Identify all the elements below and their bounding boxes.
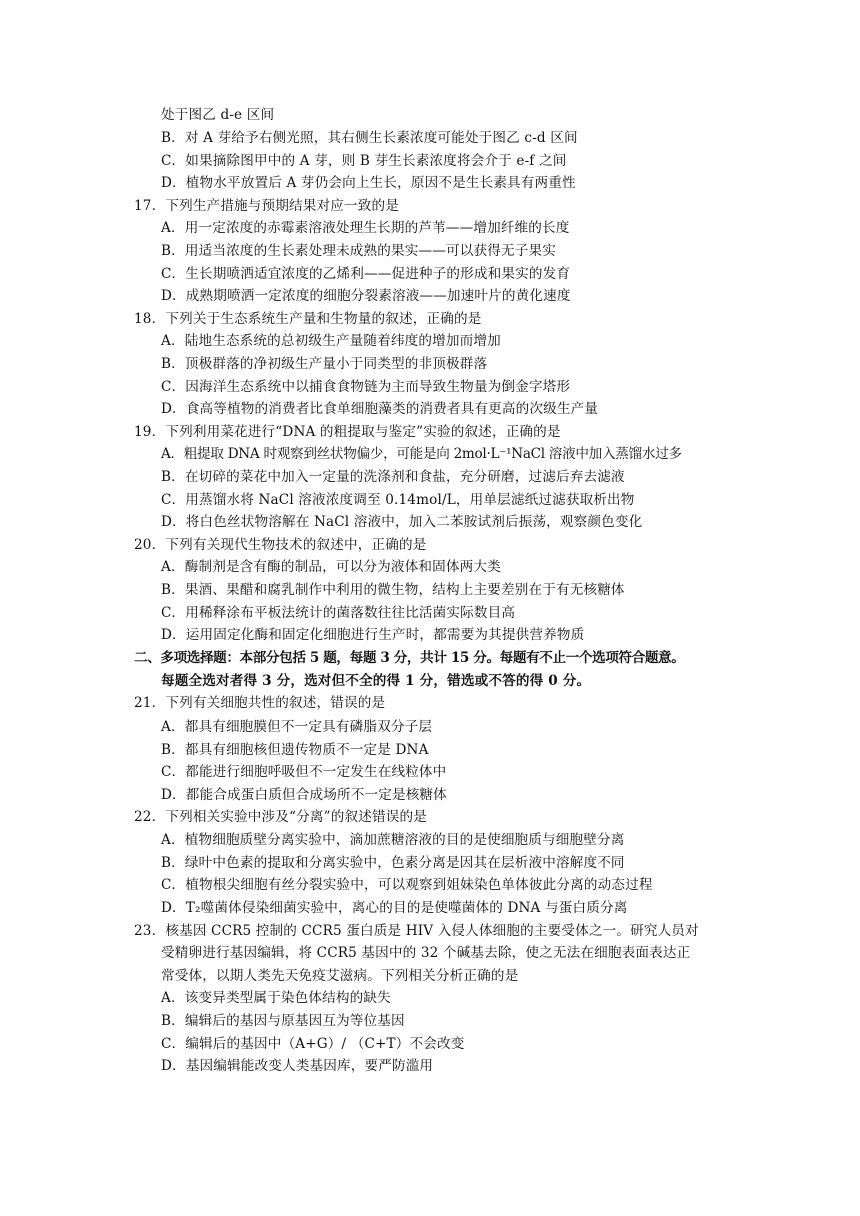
question-17: 17．下列生产措施与预期结果对应一致的是 [134,198,399,214]
q16-option-d: D．植物水平放置后 A 芽仍会向上生长，原因不是生长素具有两重性 [161,175,576,191]
q21-option-d: D．都能合成蛋白质但合成场所不一定是核糖体 [161,787,447,803]
q18-option-a: A．陆地生态系统的总初级生产量随着纬度的增加而增加 [161,333,501,349]
q22-option-c: C．植物根尖细胞有丝分裂实验中，可以观察到姐妹染色单体彼此分离的动态过程 [161,877,653,893]
q20-option-b: B．果酒、果醋和腐乳制作中利用的微生物，结构上主要差别在于有无核糖体 [161,582,625,598]
q19-option-a: A．粗提取 DNA 时观察到丝状物偏少，可能是向 2mol·L⁻¹NaCl 溶液中加入蒸馏水过多 [161,446,682,462]
q17-option-b: B．用适当浓度的生长素处理未成熟的果实——可以获得无子果实 [161,243,556,259]
q23-stem-line-3: 常受体，以期人类先天免疫艾滋病。下列相关分析正确的是 [161,968,519,984]
question-18: 18．下列关于生态系统生产量和生物量的叙述，正确的是 [134,311,482,327]
q20-option-a: A．酶制剂是含有酶的制品，可以分为液体和固体两大类 [161,559,501,575]
q21-option-c: C．都能进行细胞呼吸但不一定发生在线粒体中 [161,764,447,780]
question-22: 22．下列相关实验中涉及“分离”的叙述错误的是 [134,809,427,825]
question-19: 19．下列利用菜花进行“DNA 的粗提取与鉴定”实验的叙述，正确的是 [134,424,561,440]
q18-option-c: C．因海洋生态系统中以捕食食物链为主而导致生物量为倒金字塔形 [161,379,571,395]
q23-option-c: C．编辑后的基因中（A+G）/ （C+T）不会改变 [161,1036,465,1052]
q23-stem-line-2: 受精卵进行基因编辑，将 CCR5 基因中的 32 个碱基去除，使之无法在细胞表面表达正 [161,945,691,961]
question-21: 21．下列有关细胞共性的叙述，错误的是 [134,695,386,711]
q21-option-b: B．都具有细胞核但遗传物质不一定是 DNA [161,742,429,758]
q22-option-b: B．绿叶中色素的提取和分离实验中，色素分离是因其在层析液中溶解度不同 [161,855,625,871]
q17-option-d: D．成熟期喷洒一定浓度的细胞分裂素溶液——加速叶片的黄化速度 [161,288,571,304]
q16-option-a-continued: 处于图乙 d-e 区间 [161,107,275,123]
section-2-scoring: 每题全选对者得 3 分，选对但不全的得 1 分，错选或不答的得 0 分。 [161,673,591,689]
q23-option-a: A．该变异类型属于染色体结构的缺失 [161,990,391,1006]
q17-option-a: A．用一定浓度的赤霉素溶液处理生长期的芦苇——增加纤维的长度 [161,220,570,236]
q18-option-b: B．顶极群落的净初级生产量小于同类型的非顶极群落 [161,356,488,372]
q23-option-d: D．基因编辑能改变人类基因库，要严防滥用 [161,1058,434,1074]
question-23: 23．核基因 CCR5 控制的 CCR5 蛋白质是 HIV 入侵人体细胞的主要受体之一。研究人员对 [134,923,699,939]
q16-option-b: B．对 A 芽给予右侧光照，其右侧生长素浓度可能处于图乙 c-d 区间 [161,130,578,146]
q22-option-a: A．植物细胞质壁分离实验中，滴加蔗糖溶液的目的是使细胞质与细胞壁分离 [161,832,625,848]
q19-option-c: C．用蒸馏水将 NaCl 溶液浓度调至 0.14mol/L，用单层滤纸过滤获取析出物 [161,492,635,508]
q20-option-c: C．用稀释涂布平板法统计的菌落数往往比活菌实际数目高 [161,605,516,621]
section-2-heading: 二、多项选择题：本部分包括 5 题，每题 3 分，共计 15 分。每题有不止一个选项符合题意。 [134,650,685,666]
q21-option-a: A．都具有细胞膜但不一定具有磷脂双分子层 [161,719,433,735]
q19-option-b: B．在切碎的菜花中加入一定量的洗涤剂和食盐，充分研磨，过滤后弃去滤液 [161,469,625,485]
q16-option-c: C．如果摘除图甲中的 A 芽，则 B 芽生长素浓度将会介于 e-f 之间 [161,153,567,169]
q17-option-c: C．生长期喷洒适宜浓度的乙烯利——促进种子的形成和果实的发育 [161,266,571,282]
q20-option-d: D．运用固定化酶和固定化细胞进行生产时，都需要为其提供营养物质 [161,627,585,643]
q18-option-d: D．食高等植物的消费者比食单细胞藻类的消费者具有更高的次级生产量 [161,401,599,417]
question-20: 20．下列有关现代生物技术的叙述中，正确的是 [134,537,427,553]
q19-option-d: D．将白色丝状物溶解在 NaCl 溶液中，加入二苯胺试剂后振荡，观察颜色变化 [161,514,643,530]
q22-option-d: D．T₂噬菌体侵染细菌实验中，离心的目的是使噬菌体的 DNA 与蛋白质分离 [161,900,628,916]
q23-option-b: B．编辑后的基因与原基因互为等位基因 [161,1013,405,1029]
